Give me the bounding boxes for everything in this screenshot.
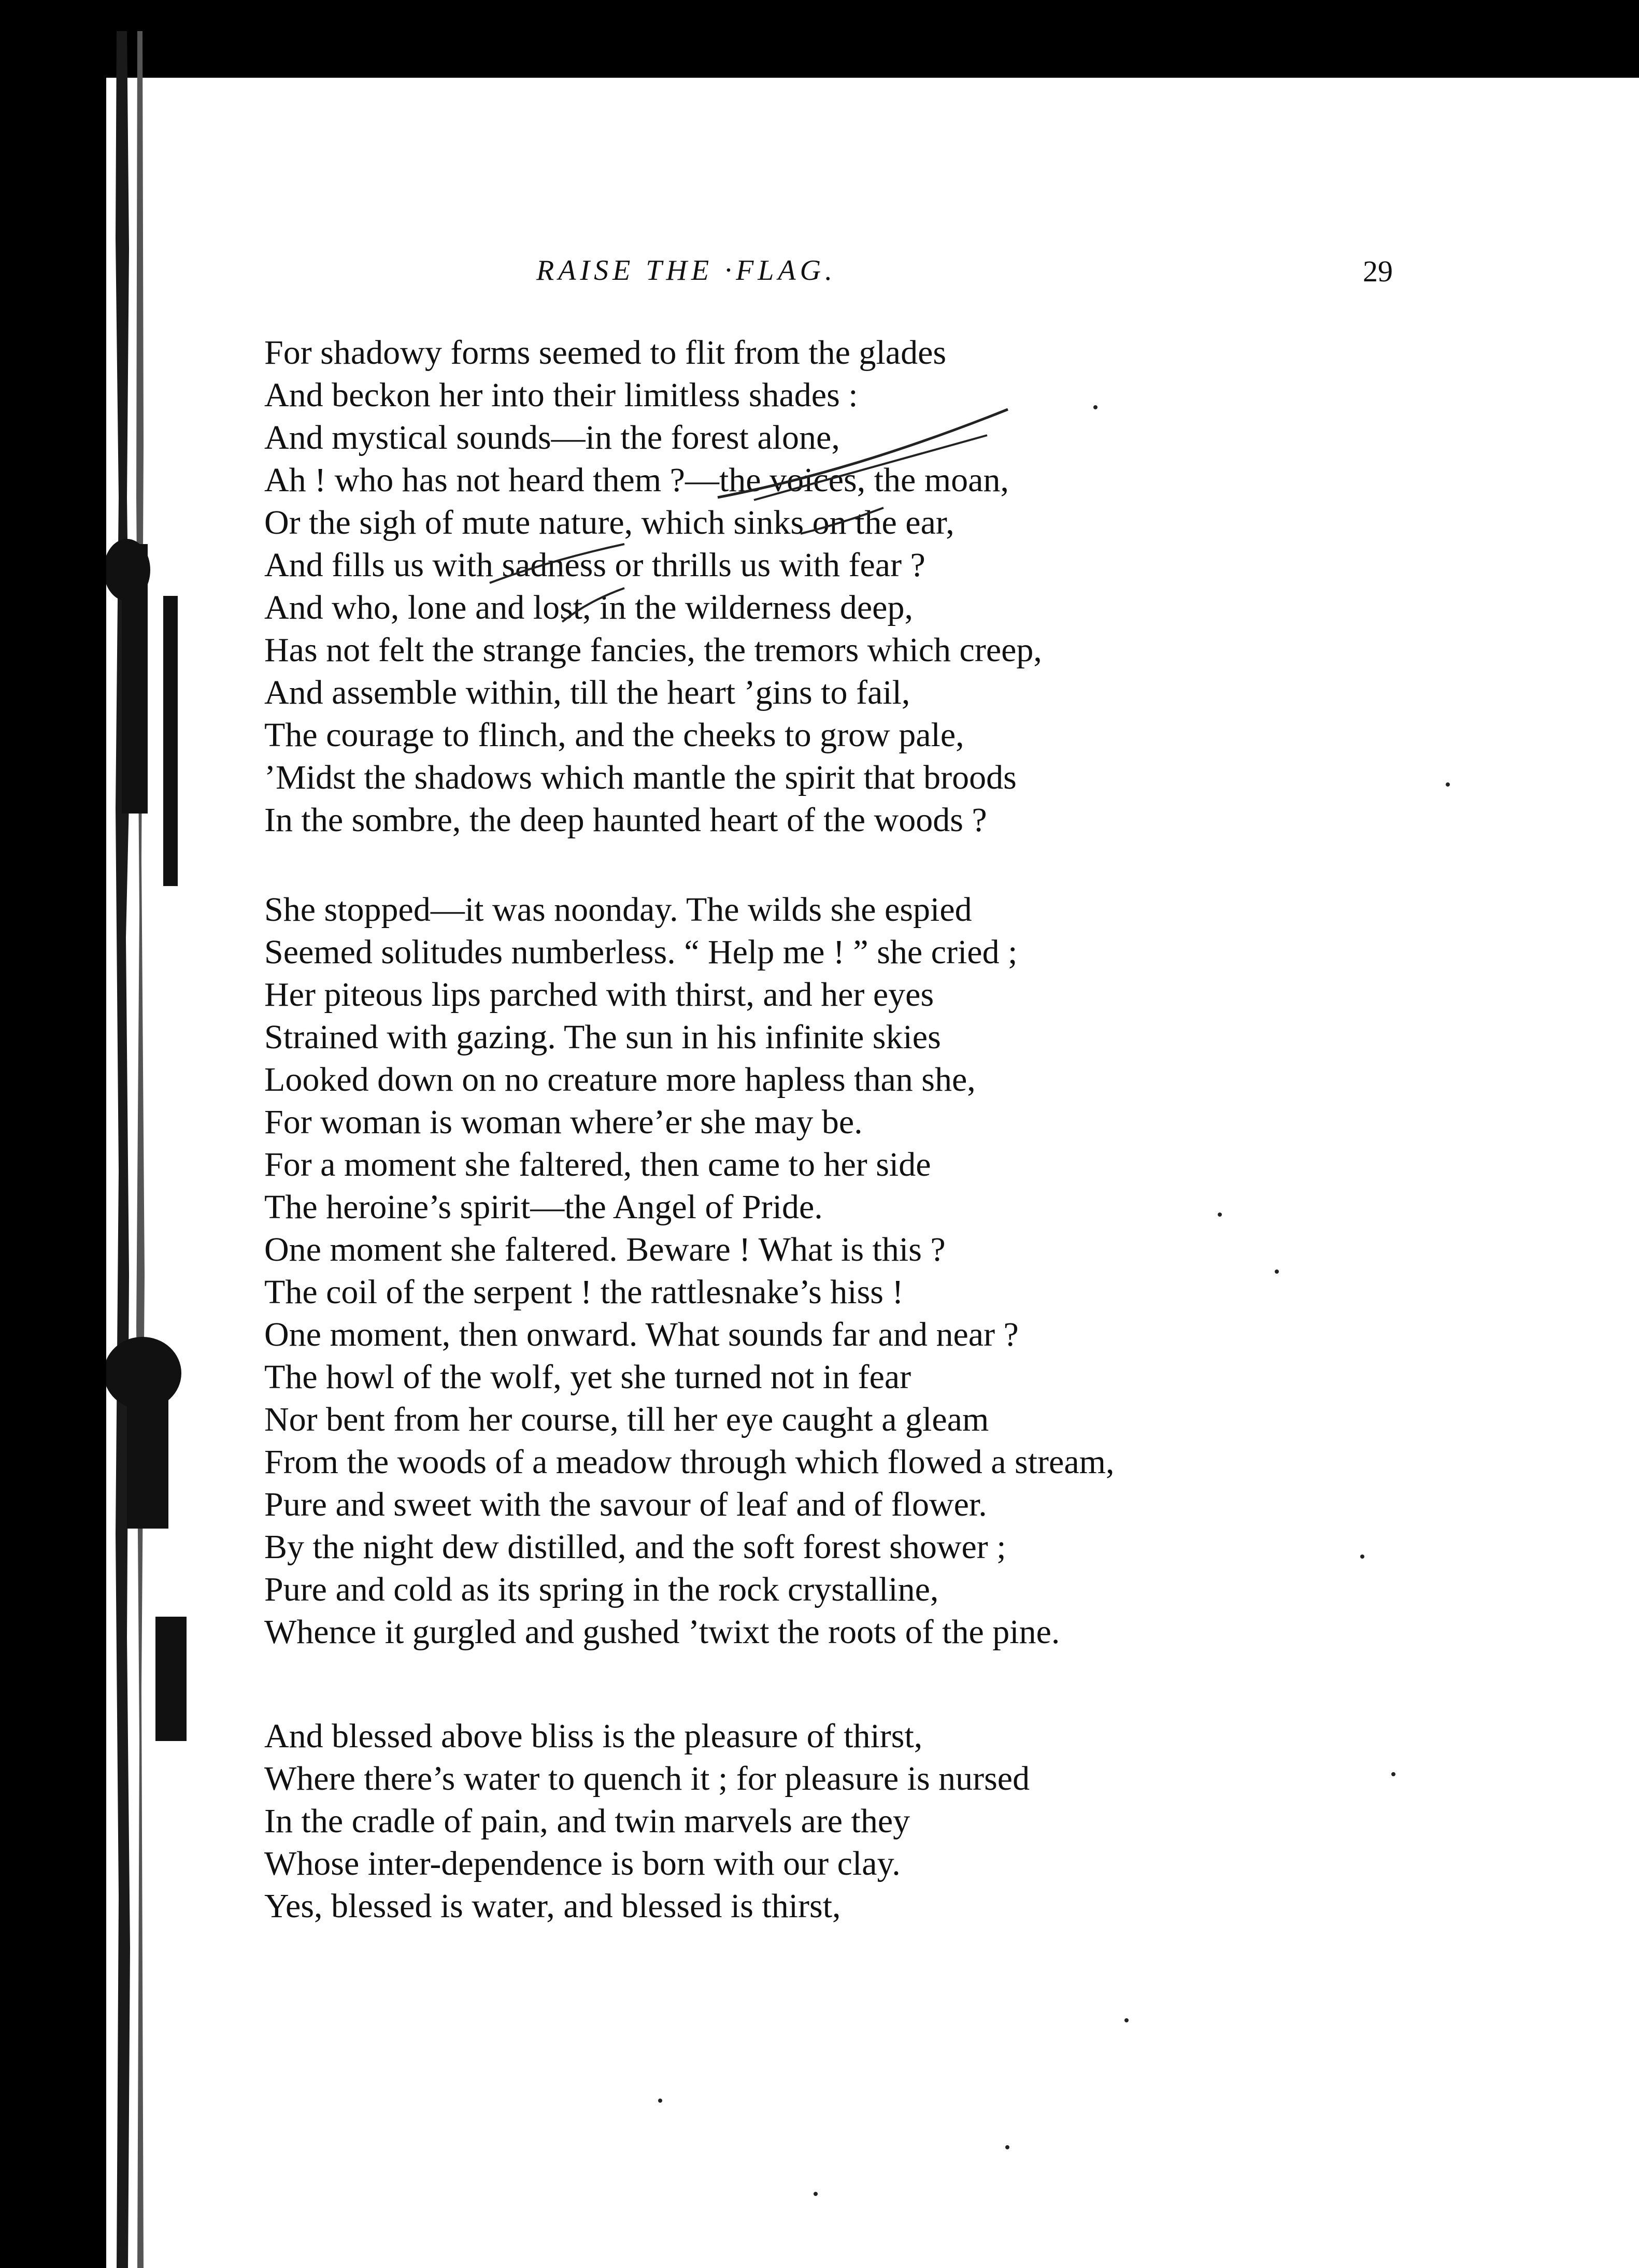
verse-line: From the woods of a meadow through which flowed a stream, xyxy=(264,1443,1115,1481)
verse-line: One moment she faltered. Beware ! What is this ? xyxy=(264,1231,946,1268)
verse-line: ’Midst the shadows which mantle the spirit that broods xyxy=(264,759,1017,796)
verse-line: Her piteous lips parched with thirst, and her eyes xyxy=(264,976,934,1014)
verse-line: Nor bent from her course, till her eye caught a gleam xyxy=(264,1401,989,1438)
verse-line: And blessed above bliss is the pleasure of thirst, xyxy=(264,1717,923,1755)
verse-line: Strained with gazing. The sun in his infinite skies xyxy=(264,1018,941,1056)
print-speck xyxy=(1124,2018,1129,2022)
verse-line: She stopped—it was noonday. The wilds she espied xyxy=(264,891,972,929)
print-speck xyxy=(1275,1269,1279,1274)
print-speck xyxy=(814,2192,818,2196)
print-speck xyxy=(1391,1772,1395,1776)
binding-edge xyxy=(106,31,194,2268)
running-title: RAISE THE ·FLAG. xyxy=(536,254,837,287)
verse-line: Yes, blessed is water, and blessed is thirst, xyxy=(264,1887,841,1925)
verse-line: One moment, then onward. What sounds far and near ? xyxy=(264,1316,1019,1353)
running-head xyxy=(106,254,1639,316)
verse-line: In the cradle of pain, and twin marvels are they xyxy=(264,1802,910,1840)
verse-line: By the night dew distilled, and the soft forest shower ; xyxy=(264,1528,1006,1566)
verse-line: Ah ! who has not heard them ?—the voices, the moan, xyxy=(264,461,1009,499)
verse-line: The courage to flinch, and the cheeks to grow pale, xyxy=(264,716,964,754)
stanza-1 xyxy=(264,332,1456,841)
verse-line: In the sombre, the deep haunted heart of the woods ? xyxy=(264,801,987,839)
verse-line: Seemed solitudes numberless. “ Help me ! ” she cried ; xyxy=(264,933,1018,971)
page-number: 29 xyxy=(1363,254,1393,288)
book-page xyxy=(106,78,1639,2268)
verse-line: For shadowy forms seemed to flit from the glades xyxy=(264,334,947,372)
print-speck xyxy=(658,2099,662,2103)
verse-line: The howl of the wolf, yet she turned not in fear xyxy=(264,1358,911,1396)
verse-line: Pure and sweet with the savour of leaf and of flower. xyxy=(264,1486,987,1523)
verse-line: And assemble within, till the heart ’gins to fail, xyxy=(264,674,910,711)
stanza-3 xyxy=(264,1715,1456,1928)
verse-line: For a moment she faltered, then came to her side xyxy=(264,1146,931,1183)
print-speck xyxy=(1093,405,1098,409)
verse-line: For woman is woman where’er she may be. xyxy=(264,1103,863,1141)
verse-line: And mystical sounds—in the forest alone, xyxy=(264,419,840,457)
verse-line: Has not felt the strange fancies, the tremors which creep, xyxy=(264,631,1042,669)
verse-line: The coil of the serpent ! the rattlesnake’s hiss ! xyxy=(264,1273,904,1311)
verse-line: Whence it gurgled and gushed ’twixt the roots of the pine. xyxy=(264,1613,1060,1651)
verse-line: And beckon her into their limitless shades : xyxy=(264,376,858,414)
verse-line: And who, lone and lost, in the wilderness deep, xyxy=(264,589,913,626)
verse-line: Looked down on no creature more hapless than she, xyxy=(264,1061,976,1099)
verse-line: And fills us with sadness or thrills us with fear ? xyxy=(264,546,925,584)
verse-line: Whose inter-dependence is born with our clay. xyxy=(264,1845,901,1882)
print-speck xyxy=(1360,1554,1364,1559)
print-speck xyxy=(1005,2145,1009,2149)
verse-line: Or the sigh of mute nature, which sinks on the ear, xyxy=(264,504,954,541)
verse-line: The heroine’s spirit—the Angel of Pride. xyxy=(264,1188,823,1226)
verse-line: Where there’s water to quench it ; for pleasure is nursed xyxy=(264,1760,1030,1798)
print-speck xyxy=(1446,782,1450,787)
verse-line: Pure and cold as its spring in the rock crystalline, xyxy=(264,1571,939,1608)
print-speck xyxy=(1218,1213,1222,1217)
